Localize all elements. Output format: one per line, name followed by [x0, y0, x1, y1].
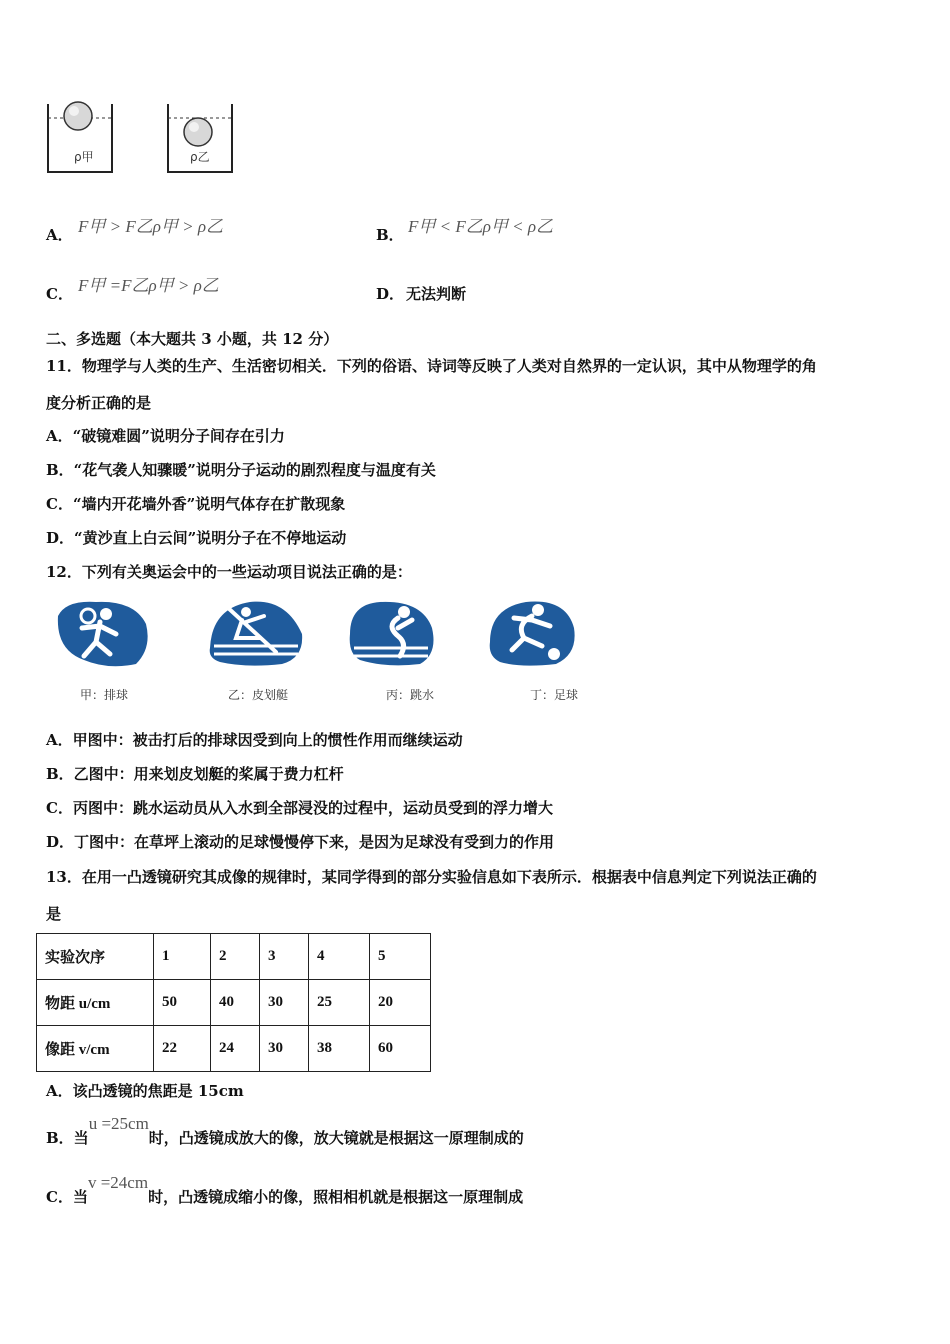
table-cell: 4 [309, 934, 370, 980]
q13-stem-line2: 是 [46, 905, 62, 923]
table-cell: 像距 v/cm [37, 1026, 154, 1072]
football-pictogram [486, 598, 578, 668]
q13-option-c-math: v =24cm [87, 1173, 149, 1192]
q13-option-c-prefix: C．当 [46, 1188, 88, 1206]
q11-stem-line2: 度分析正确的是 [46, 394, 152, 412]
q13-option-b [46, 1114, 524, 1148]
q12-option-a: A．甲图中：被击打后的排球因受到向上的惯性作用而继续运动 [46, 731, 463, 749]
q11-option-d: D．“黄沙直上白云间”说明分子在不停地运动 [46, 529, 347, 547]
q10-option-a-letter: A． [46, 226, 73, 244]
q10-option-c-letter: C． [46, 285, 73, 303]
table-cell: 实验次序 [37, 934, 154, 980]
q13-option-a: A．该凸透镜的焦距是 15cm [46, 1082, 244, 1100]
diving-pictogram [346, 598, 436, 668]
volleyball-pictogram [52, 598, 150, 668]
canoe-pictogram [206, 598, 306, 668]
table-cell: 2 [211, 934, 260, 980]
q12-option-c: C．丙图中：跳水运动员从入水到全部浸没的过程中，运动员受到的浮力增大 [46, 799, 553, 817]
q13-option-c [46, 1173, 524, 1207]
q10-option-a-formula: F甲 > F乙ρ甲 > ρ乙 [78, 217, 224, 236]
table-cell: 25 [309, 980, 370, 1026]
table-row [37, 1026, 431, 1072]
table-row [37, 980, 431, 1026]
section-title: 二、多选题（本大题共 3 小题，共 12 分） [46, 330, 339, 348]
q11-stem-line1: 11．物理学与人类的生产、生活密切相关．下列的俗语、诗词等反映了人类对自然界的一定认识，其中从物理学的角 [46, 357, 817, 375]
table-cell: 1 [154, 934, 211, 980]
table-cell: 24 [211, 1026, 260, 1072]
q13-option-c-suffix: 时，凸透镜成缩小的像，照相相机就是根据这一原理制成 [148, 1188, 524, 1206]
q10-option-d-letter: D． [376, 285, 405, 303]
table-cell: 20 [370, 980, 431, 1026]
q11-option-a: A．“破镜难圆”说明分子间存在引力 [46, 427, 285, 445]
q11-option-c: C．“墙内开花墙外香”说明气体存在扩散现象 [46, 495, 346, 513]
beaker-figure [40, 98, 250, 178]
q10-option-b-letter: B． [376, 226, 404, 244]
q12-stem: 12．下列有关奥运会中的一些运动项目说法正确的是： [46, 563, 412, 581]
sport-label-football: 丁：足球 [530, 688, 579, 702]
lens-data-table [36, 933, 431, 1072]
q13-option-b-prefix: B．当 [46, 1129, 89, 1147]
table-cell: 60 [370, 1026, 431, 1072]
table-row [37, 934, 431, 980]
table-cell: 3 [260, 934, 309, 980]
table-cell: 物距 u/cm [37, 980, 154, 1026]
sport-label-volleyball: 甲：排球 [80, 688, 129, 702]
q10-option-b-formula: F甲 < F乙ρ甲 < ρ乙 [408, 217, 554, 236]
table-cell: 38 [309, 1026, 370, 1072]
sport-label-canoe: 乙：皮划艇 [228, 688, 289, 702]
table-cell: 5 [370, 934, 431, 980]
q13-option-b-suffix: 时，凸透镜成放大的像，放大镜就是根据这一原理制成的 [148, 1129, 524, 1147]
table-cell: 50 [154, 980, 211, 1026]
q12-option-d: D．丁图中：在草坪上滚动的足球慢慢停下来，是因为足球没有受到力的作用 [46, 833, 555, 851]
q10-option-d-text: 无法判断 [406, 285, 467, 303]
q11-option-b: B．“花气袭人知骤暖”说明分子运动的剧烈程度与温度有关 [46, 461, 436, 479]
beaker-left-label: ρ甲 [74, 150, 94, 164]
sport-label-diving: 丙：跳水 [386, 688, 435, 702]
table-cell: 40 [211, 980, 260, 1026]
q13-option-b-math: u =25cm [88, 1114, 149, 1133]
q13-stem-line1: 13．在用一凸透镜研究其成像的规律时，某同学得到的部分实验信息如下表所示．根据表中信息判定下列说法正确的 [46, 868, 817, 886]
table-cell: 22 [154, 1026, 211, 1072]
table-cell: 30 [260, 980, 309, 1026]
beaker-right-label: ρ乙 [190, 150, 210, 164]
q12-option-b: B．乙图中：用来划皮划艇的桨属于费力杠杆 [46, 765, 344, 783]
table-cell: 30 [260, 1026, 309, 1072]
q10-option-c-formula: F甲 =F乙ρ甲 > ρ乙 [78, 276, 219, 295]
